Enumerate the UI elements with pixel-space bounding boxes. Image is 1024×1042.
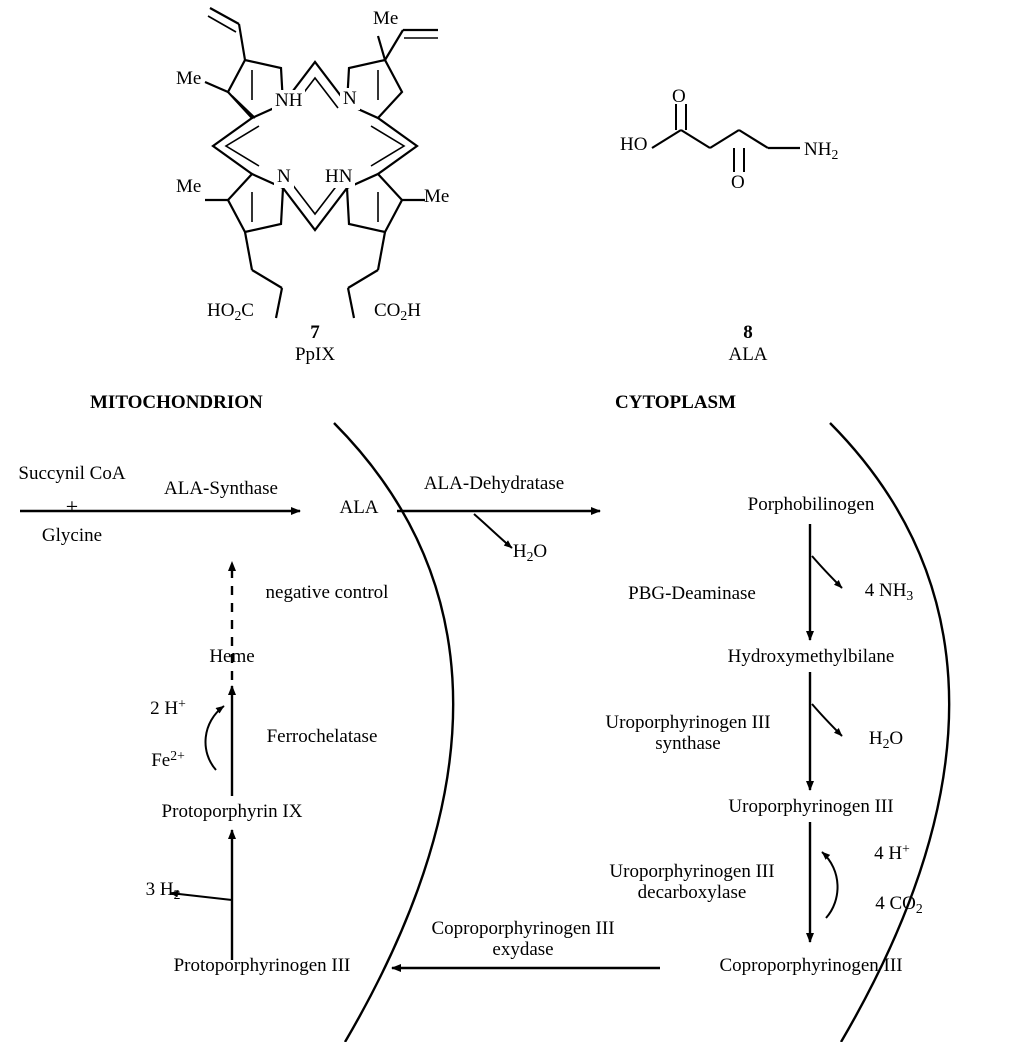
node-protoporphyrinogen-iii: Protoporphyrinogen III [173,955,351,976]
ppix-label-carboxyl-right: $CO_2H$ [374,300,421,323]
node-porphobilinogen: Porphobilinogen [747,494,875,515]
node-coproporphyrinogen-iii: Coproporphyrinogen III [719,955,903,976]
enzyme-negative-control: negative control [265,582,389,603]
species-four-ammonia: 4 $NH_3$ [864,580,914,603]
enzyme-ala-synthase: ALA-Synthase [164,478,278,499]
compartment-label-cytoplasm: CYTOPLASM [615,392,737,413]
ala-label-amine: $NH_2$ [804,139,839,162]
ala-label-ketone-oxygen: O [731,172,745,193]
ppix-label-carboxyl-left: $HO_2C$ [207,300,254,323]
species-ferrous-iron: $Fe^{2+}$ [151,748,185,772]
ppix-label-methyl-upper-right: Me [373,8,399,29]
ppix-label-methyl-upper-left: Me [176,68,202,89]
ppix-label-hn-lower: HN [322,166,355,188]
enzyme-uroporphyrinogen-iii-synthase: Uroporphyrinogen III synthase [605,712,771,755]
cytoplasm-arrows [810,524,842,942]
compartment-label-mitochondrion: MITOCHONDRION [90,392,263,413]
node-uroporphyrinogen-iii: Uroporphyrinogen III [728,796,894,817]
ala-compound-name: ALA [728,344,768,365]
ppix-skeleton [205,8,438,318]
ala-skeleton [652,104,800,172]
ppix-label-n-upper: N [340,88,360,110]
ppix-label-n-lower: N [274,166,294,188]
ppix-label-methyl-lower-right: Me [424,186,450,207]
ppix-compound-number: 7 [310,322,320,343]
node-ala: ALA [339,497,379,518]
species-four-carbon-dioxide: 4 $CO_2$ [875,893,923,916]
node-glycine: Glycine [41,525,103,546]
node-protoporphyrin-ix: Protoporphyrin IX [161,801,303,822]
ala-compound-number: 8 [743,322,753,343]
ppix-compound-name: PpIX [294,344,336,365]
enzyme-pbg-deaminase: PBG-Deaminase [628,583,756,604]
species-two-protons: 2 H+ [150,696,186,720]
ala-label-carbonyl-oxygen: O [672,86,686,107]
ppix-label-nh-upper: NH [272,90,305,112]
node-succynil-coa: Succynil CoA [18,463,126,484]
ppix-label-methyl-lower-left: Me [176,176,202,197]
enzyme-uroporphyrinogen-iii-decarboxylase: Uroporphyrinogen III decarboxylase [609,861,775,904]
species-four-protons: 4 H+ [874,841,910,865]
node-hydroxymethylbilane: Hydroxymethylbilane [727,646,895,667]
node-plus-sign: + [65,494,79,519]
enzyme-coproporphyrinogen-iii-exydase: Coproporphyrinogen III exydase [431,918,615,961]
species-three-hydrogen: 3 $H_2$ [145,879,181,902]
enzyme-ala-dehydratase: ALA-Dehydratase [423,473,565,494]
node-heme: Heme [209,646,255,667]
ala-label-hydroxyl: HO [620,134,648,155]
enzyme-ferrochelatase: Ferrochelatase [266,726,378,747]
species-water-mitochondrion: $H_2O$ [512,541,548,564]
species-water-cytoplasm: $H_2O$ [868,728,904,751]
